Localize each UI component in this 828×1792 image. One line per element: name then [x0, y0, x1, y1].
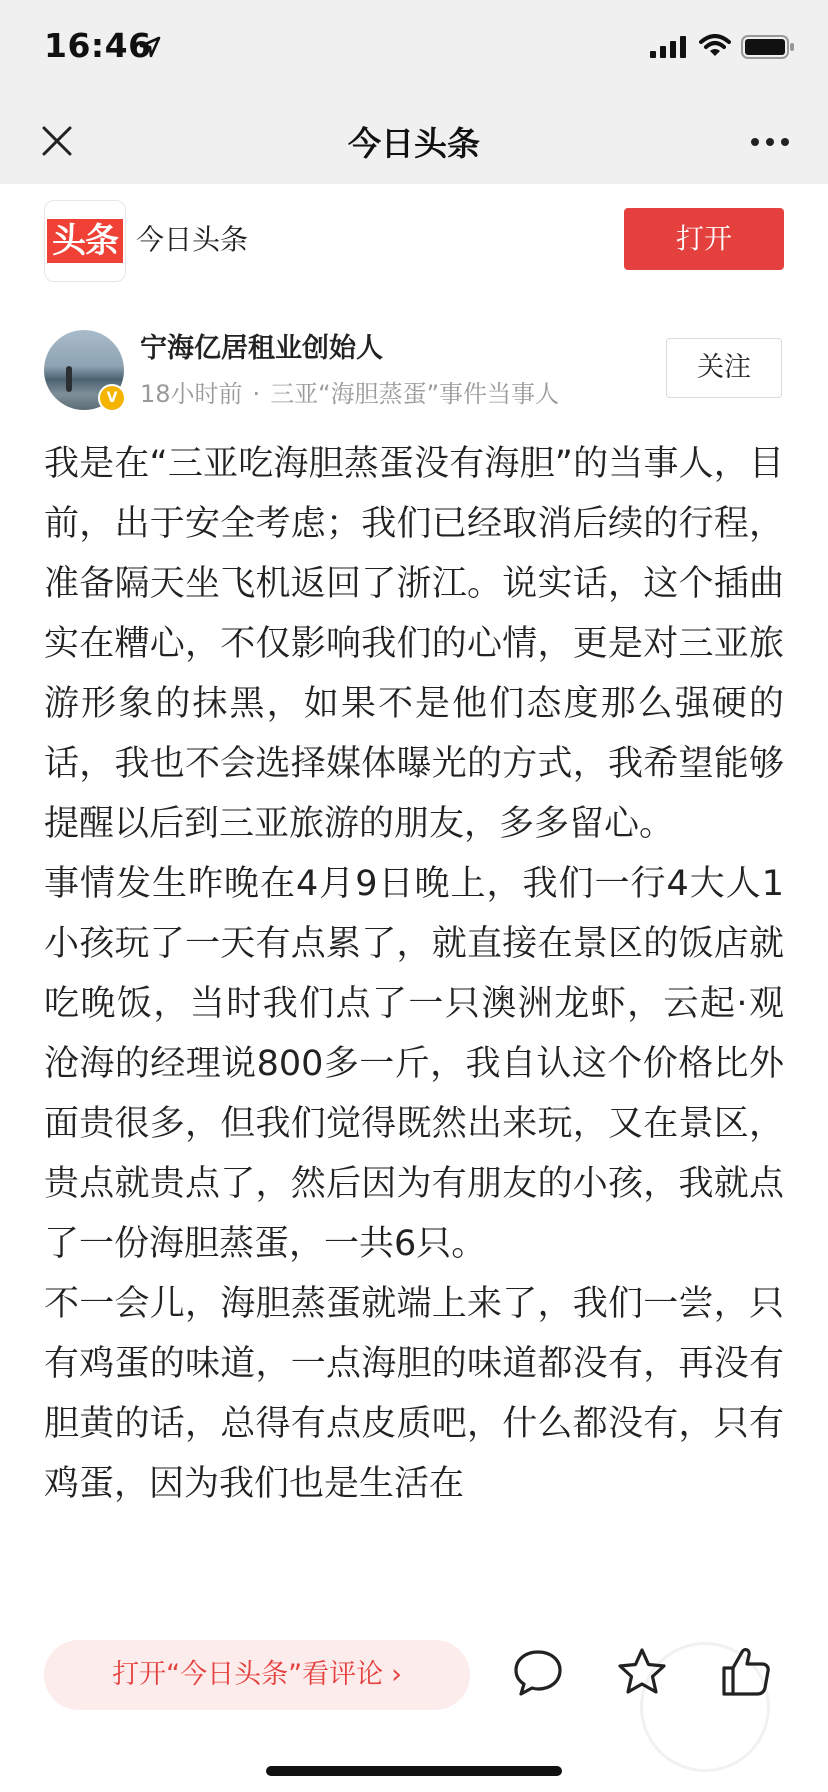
- bottom-action-bar: [0, 1622, 828, 1792]
- location-arrow-icon: [139, 36, 161, 58]
- author-meta: [140, 374, 559, 409]
- meta-separator: ·: [252, 380, 261, 408]
- wifi-icon: [699, 34, 731, 58]
- article-paragraph: 我是在“三亚吃海胆蒸蛋没有海胆”的当事人，目前，出于安全考虑；我们已经取消后续的行程，准备隔天坐飞机返回了浙江。说实话，这个插曲实在糟心，不仅影响我们的心情，更是对三亚旅游形象的抹黑，如果不是他们态度那么强硬的话，我也不会选择媒体曝光的方式，我希望能够提醒以后到三亚旅游的朋友，多多留心。: [44, 444, 784, 844]
- article-paragraph: 不一会儿，海胆蒸蛋就端上来了，我们一尝，只有鸡蛋的味道，一点海胆的味道都没有，再没有胆黄的话，总得有点皮质吧，什么都没有，只有鸡蛋，因为我们也是生活在: [44, 1284, 784, 1504]
- cellular-signal-icon: [650, 36, 688, 58]
- app-download-banner: [0, 184, 828, 298]
- home-indicator[interactable]: [266, 1766, 562, 1776]
- app-logo-text: 头条: [47, 219, 123, 263]
- comment-prompt-label: 打开“今日头条”看评论: [112, 1659, 384, 1690]
- author-description: 三亚“海胆蒸蛋”事件当事人: [270, 380, 560, 408]
- open-comments-button[interactable]: [44, 1640, 470, 1710]
- battery-icon: [741, 35, 795, 59]
- verified-badge-icon: V: [98, 384, 126, 412]
- author-row: [0, 318, 828, 418]
- star-icon[interactable]: [616, 1646, 668, 1698]
- app-logo: [44, 200, 126, 282]
- app-name: 今日头条: [136, 223, 249, 256]
- thumbs-up-icon[interactable]: [720, 1644, 772, 1698]
- navigation-bar: [0, 98, 828, 184]
- chevron-right-icon: ›: [391, 1659, 402, 1690]
- more-dots-icon[interactable]: [750, 136, 790, 148]
- article-body: [44, 434, 784, 1634]
- open-app-button[interactable]: 打开: [624, 208, 784, 270]
- author-name[interactable]: 宁海亿居租业创始人: [140, 333, 383, 364]
- comment-bubble-icon[interactable]: [512, 1648, 564, 1698]
- post-time: 18小时前: [140, 380, 243, 408]
- article-paragraph: 事情发生昨晚在4月9日晚上，我们一行4大人1小孩玩了一天有点累了，就直接在景区的饭店就吃晚饭，当时我们点了一只澳洲龙虾，云起·观沧海的经理说800多一斤，我自认这个价格比外面贵很多，但我们觉得既然出来玩，又在景区，贵点就贵点了，然后因为有朋友的小孩，我就点了一份海胆蒸蛋，一共6只。: [44, 864, 784, 1264]
- avatar-figure: [66, 366, 72, 392]
- status-time: 16:46: [44, 26, 152, 65]
- status-bar: [0, 0, 828, 98]
- page-title: 今日头条: [348, 124, 480, 163]
- follow-button[interactable]: 关注: [666, 338, 782, 398]
